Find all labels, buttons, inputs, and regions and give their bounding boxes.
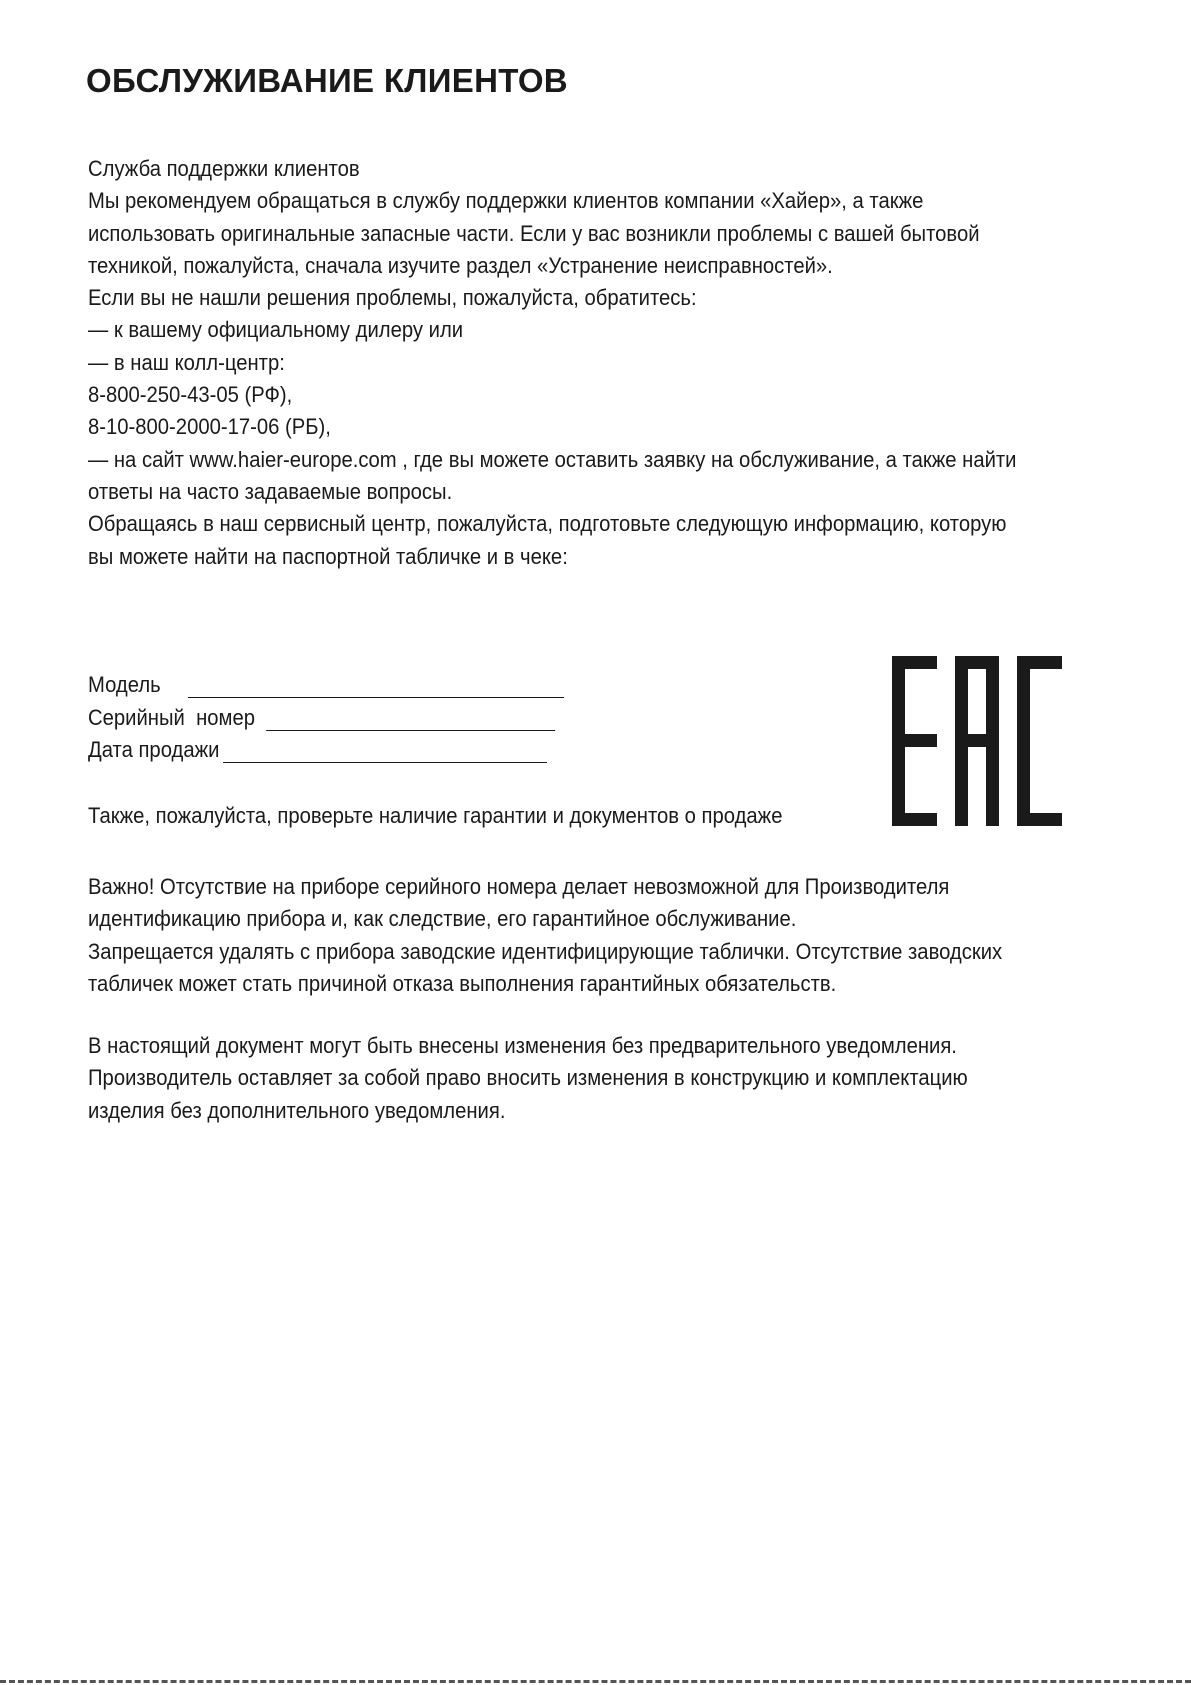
intro-line: Обращаясь в наш сервисный центр, пожалуйста, подготовьте следующую информацию, которую: [88, 511, 1007, 537]
intro-paragraph: [88, 153, 1024, 573]
page-title: ОБСЛУЖИВАНИЕ КЛИЕНТОВ: [86, 62, 568, 99]
model-label: Модель: [88, 672, 161, 698]
important-paragraph: [88, 871, 1024, 1000]
intro-line: Служба поддержки клиентов: [88, 156, 360, 181]
important-line: Запрещается удалять с прибора заводские идентифицирующие таблички. Отсутствие заводских: [88, 938, 1003, 964]
serial-field[interactable]: [266, 706, 555, 731]
intro-line: Мы рекомендуем обращаться в службу поддержки клиентов компании «Хайер», а также: [88, 188, 924, 214]
sale-date-field[interactable]: [223, 738, 547, 763]
intro-line: Если вы не нашли решения проблемы, пожалуйста, обратитесь:: [88, 285, 697, 311]
product-info-form: [88, 666, 564, 763]
model-field[interactable]: [188, 673, 564, 698]
serial-label: Серийный номер: [88, 704, 255, 730]
call-center-line: — в наш колл-центр:: [88, 349, 285, 375]
intro-line: техникой, пожалуйста, сначала изучите раздел «Устранение неисправностей».: [88, 252, 833, 278]
important-line: идентификацию прибора и, как следствие, его гарантийное обслуживание.: [88, 906, 797, 932]
notice-line: изделия без дополнительного уведомления.: [88, 1097, 506, 1123]
sale-date-label: Дата продажи: [88, 736, 220, 762]
notice-line: В настоящий документ могут быть внесены изменения без предварительного уведомления.: [88, 1033, 957, 1058]
important-line: табличек может стать причиной отказа выполнения гарантийных обязательств.: [88, 970, 837, 996]
phone-rb: 8-10-800-2000-17-06 (РБ),: [88, 414, 331, 440]
check-note: [88, 800, 1024, 832]
website-line: — на сайт www.haier-europe.com , где вы можете оставить заявку на обслуживание, а также найти: [88, 446, 1017, 472]
serial-row: [88, 698, 564, 730]
intro-line: вы можете найти на паспортной табличке и в чеке:: [88, 543, 568, 569]
eac-mark-logo: [892, 656, 1062, 826]
important-line: Важно! Отсутствие на приборе серийного номера делает невозможной для Производителя: [88, 874, 950, 899]
model-row: [88, 666, 564, 698]
notice-line: Производитель оставляет за собой право вносить изменения в конструкцию и комплектацию: [88, 1065, 968, 1091]
sale-date-row: [88, 731, 564, 763]
notice-paragraph: [88, 1030, 1024, 1127]
check-note-line: Также, пожалуйста, проверьте наличие гарантии и документов о продаже: [88, 803, 783, 828]
phone-rf: 8-800-250-43-05 (РФ),: [88, 382, 293, 408]
dealer-line: — к вашему официальному дилеру или: [88, 317, 464, 343]
intro-line: использовать оригинальные запасные части. Если у вас возникли проблемы с вашей бытовой: [88, 220, 980, 246]
page-bottom-rule: [0, 1680, 1191, 1683]
intro-line: ответы на часто задаваемые вопросы.: [88, 478, 453, 504]
